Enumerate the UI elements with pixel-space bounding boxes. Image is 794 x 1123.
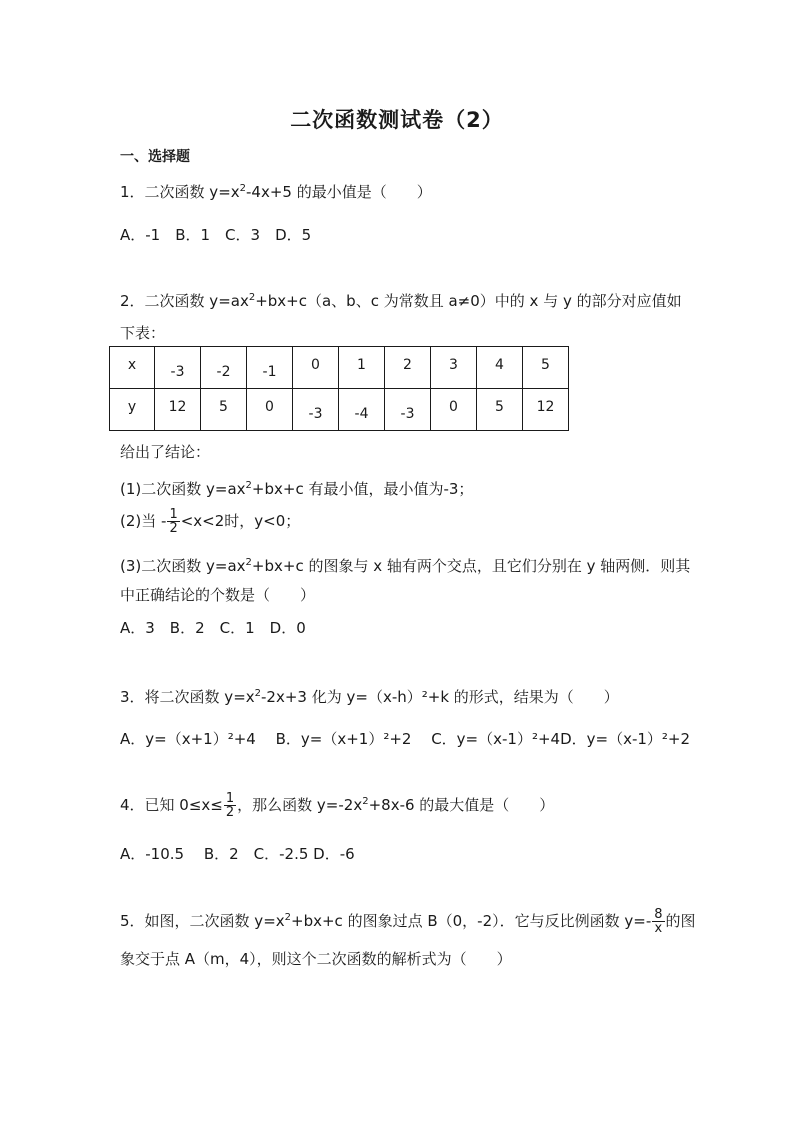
table-cell: 4 (477, 347, 523, 389)
page-title: 二次函数测试卷（2） (290, 108, 504, 132)
table-cell: 12 (155, 389, 201, 431)
question-1-options: A．-1 B．1 C．3 D．5 (120, 226, 312, 244)
table-header-x: x (110, 347, 155, 389)
conclusion-3: (3)二次函数 $y=ax^2+bx+c$ 的图象与 x 轴有两个交点，且它们分别在 y 轴两侧．则其 (120, 557, 691, 575)
table-row-y (110, 389, 569, 431)
question-5: 5．如图，二次函数 $y=x^2+bx+c$ 的图象过点 B（0，-2）．它与反比例函数 y=- $\frac{8}{x}$ 的图 (120, 907, 696, 936)
table-cell: 5 (201, 389, 247, 431)
question-3: 3．将二次函数 $y=x^2-2x+3$ 化为 y=（x-h）²+k 的形式，结果为（ ） (120, 688, 619, 706)
table-cell: -3 (385, 389, 431, 431)
value-table (109, 346, 569, 431)
question-2: 2．二次函数 $y=ax^2+bx+c(a$、b、c 为常数且 a≠0）中的 x 与 y 的部分对应值如 (120, 292, 682, 310)
table-cell: 12 (523, 389, 569, 431)
table-cell: 5 (477, 389, 523, 431)
table-cell: 2 (385, 347, 431, 389)
table-cell: -3 (293, 389, 339, 431)
table-header-y: y (110, 389, 155, 431)
table-row-x (110, 347, 569, 389)
question-3-options: A．y=（x+1）²+4 B．y=（x+1）²+2 C．y=（x-1）²+4D．y=（x-1）²+2 (120, 730, 691, 748)
section-heading: 一、选择题 (120, 149, 190, 165)
conclusion-3-line-2: 中正确结论的个数是（ ） (120, 586, 316, 604)
conclusion-1: (1)二次函数 $y=ax^2+bx+c$ 有最小值，最小值为-3； (120, 480, 474, 498)
table-cell: 3 (431, 347, 477, 389)
table-cell: 5 (523, 347, 569, 389)
fraction: $\frac{1}{2}$ (169, 507, 178, 536)
table-cell: -4 (339, 389, 385, 431)
fraction: $\frac{8}{x}$ (654, 907, 663, 936)
conclusion-2: (2)当 - $\frac{1}{2}$ <x<2时，y<0； (120, 507, 301, 536)
question-5-line-2: 象交于点 A（m，4），则这个二次函数的解析式为（ ） (120, 950, 512, 968)
table-cell: -1 (247, 347, 293, 389)
question-2-line-2: 下表： (120, 324, 166, 342)
table-cell: 0 (293, 347, 339, 389)
table-cell: -3 (155, 347, 201, 389)
conclusions-intro: 给出了结论： (120, 443, 211, 461)
question-1: 1．二次函数 $y=x^2-4x+5$ 的最小值是（ ） (120, 183, 432, 201)
question-4-options: A．-10.5 B．2 C．-2.5 D．-6 (120, 845, 355, 863)
table-cell: 0 (247, 389, 293, 431)
fraction: $\frac{1}{2}$ (225, 791, 235, 820)
question-2-options: A．3 B．2 C．1 D．0 (120, 619, 306, 637)
table-cell: -2 (201, 347, 247, 389)
table-cell: 0 (431, 389, 477, 431)
question-4: 4．已知 0≤x≤ $\frac{1}{2}$ ，那么函数 $y=-2x^2+8x-6$ 的最大值是（ ） (120, 791, 555, 820)
table-cell: 1 (339, 347, 385, 389)
